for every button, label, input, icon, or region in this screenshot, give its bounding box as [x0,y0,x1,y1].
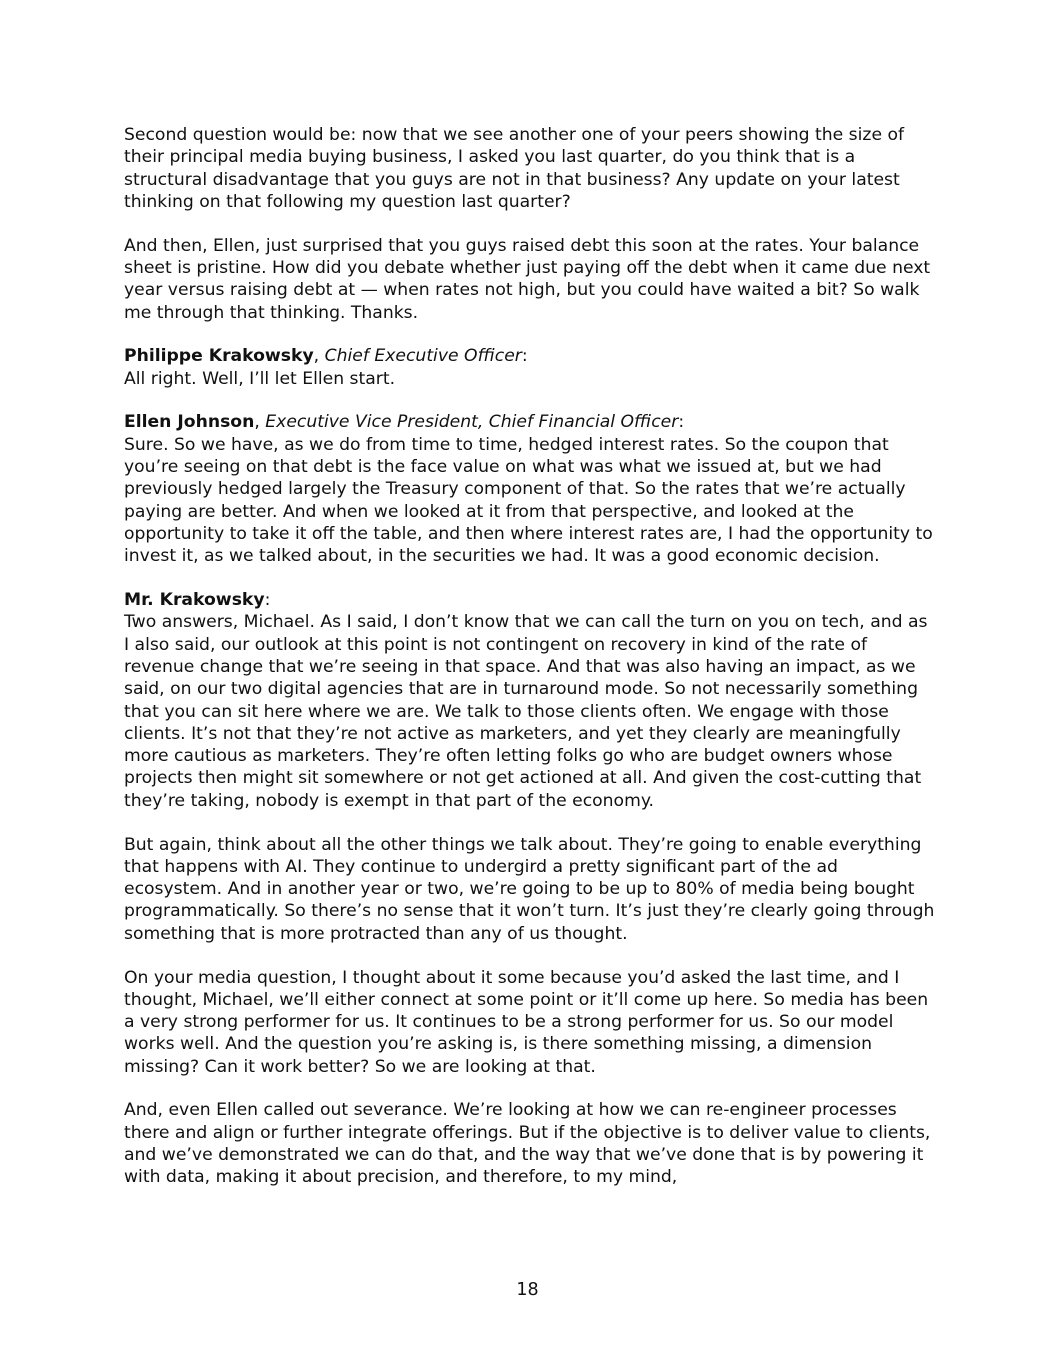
speaker-name: Mr. Krakowsky [124,590,265,611]
speaker-header: Mr. Krakowsky: [124,590,271,611]
answer-paragraph: On your media question, I thought about it some because you’d asked the last time, and I thought, Michael, we’ll either connect at some point or it’ll come up here. So media has been a very strong performer for us. It continues to be a strong performer for us. So our model works well. And the question you’re asking is, is there something missing, a dimension missing? Can it work better? So we are looking at that. [124,967,929,1077]
speaker-title: Chief Executive Officer [324,346,522,367]
speaker-remark: Sure. So we have, as we do from time to time, hedged interest rates. So the coupon that you’re seeing on that debt is the face value on what was what we issued at, but we had previously hedged largely the Treasury component of that. So the rates that we’re actually paying are better. And when we looked at it from that perspective, and looked at the opportunity to take it off the table, and then where interest rates are, I had the opportunity to invest it, as we talked about, in the securities we had. It was a good economic decision. [124,434,933,567]
speaker-title: Executive Vice President, Chief Financial Officer [265,412,679,433]
speaker-header: Ellen Johnson, Executive Vice President, Chief Financial Officer: [124,412,685,433]
speaker-remark: Two answers, Michael. As I said, I don’t know that we can call the turn on you on tech, and as I also said, our outlook at this point is not contingent on recovery in kind of the rate of revenue change that we’re seeing in that space. And that was also having an impact, as we said, on our two digital agencies that are in turnaround mode. So not necessarily something that you can sit here where we are. We talk to those clients often. We engage with those clients. It’s not that they’re not active as marketers, and yet they clearly are meaningfully more cautious as marketers. They’re often letting folks go who are budget owners whose projects then might sit somewhere or not get actioned at all. And given the cost-cutting that they’re taking, nobody is exempt in that part of the economy. [124,612,928,811]
question-paragraph-1: Second question would be: now that we see another one of your peers showing the size of their principal media buying business, I asked you last quarter, do you think that is a structural disadvantage that you guys are not in that business? Any update on your latest thinking on that following my question last quarter? [124,125,905,212]
speaker-name: Ellen Johnson [124,412,255,433]
speaker-name: Philippe Krakowsky [124,346,314,367]
speaker-block-mr-krakowsky [124,589,936,812]
question-paragraph-2: And then, Ellen, just surprised that you guys raised debt this soon at the rates. Your balance sheet is pristine. How did you debate whether just paying off the debt when it came due next year versus raising debt at — when rates not high, but you could have waited a bit? So walk me through that thinking. Thanks. [124,235,931,323]
page-number: 18 [516,1280,539,1300]
speaker-header: Philippe Krakowsky, Chief Executive Officer: [124,346,528,367]
transcript-body [124,124,936,1210]
speaker-remark: All right. Well, I’ll let Ellen start. [124,368,396,389]
speaker-block-krakowsky-ceo [124,345,936,390]
speaker-block-johnson-cfo [124,411,936,567]
answer-paragraph: But again, think about all the other things we talk about. They’re going to enable everything that happens with AI. They continue to undergird a pretty significant part of the ad ecosystem. And in another year or two, we’re going to be up to 80% of media being bought programmatically. So there’s no sense that it won’t turn. It’s just they’re clearly going through something that is more protracted than any of us thought. [124,834,935,944]
answer-paragraph: And, even Ellen called out severance. We’re looking at how we can re-engineer processes there and align or further integrate offerings. But if the objective is to deliver value to clients, and we’ve demonstrated we can do that, and the way that we’ve done that is by powering it with data, making it about precision, and therefore, to my mind, [124,1100,931,1188]
